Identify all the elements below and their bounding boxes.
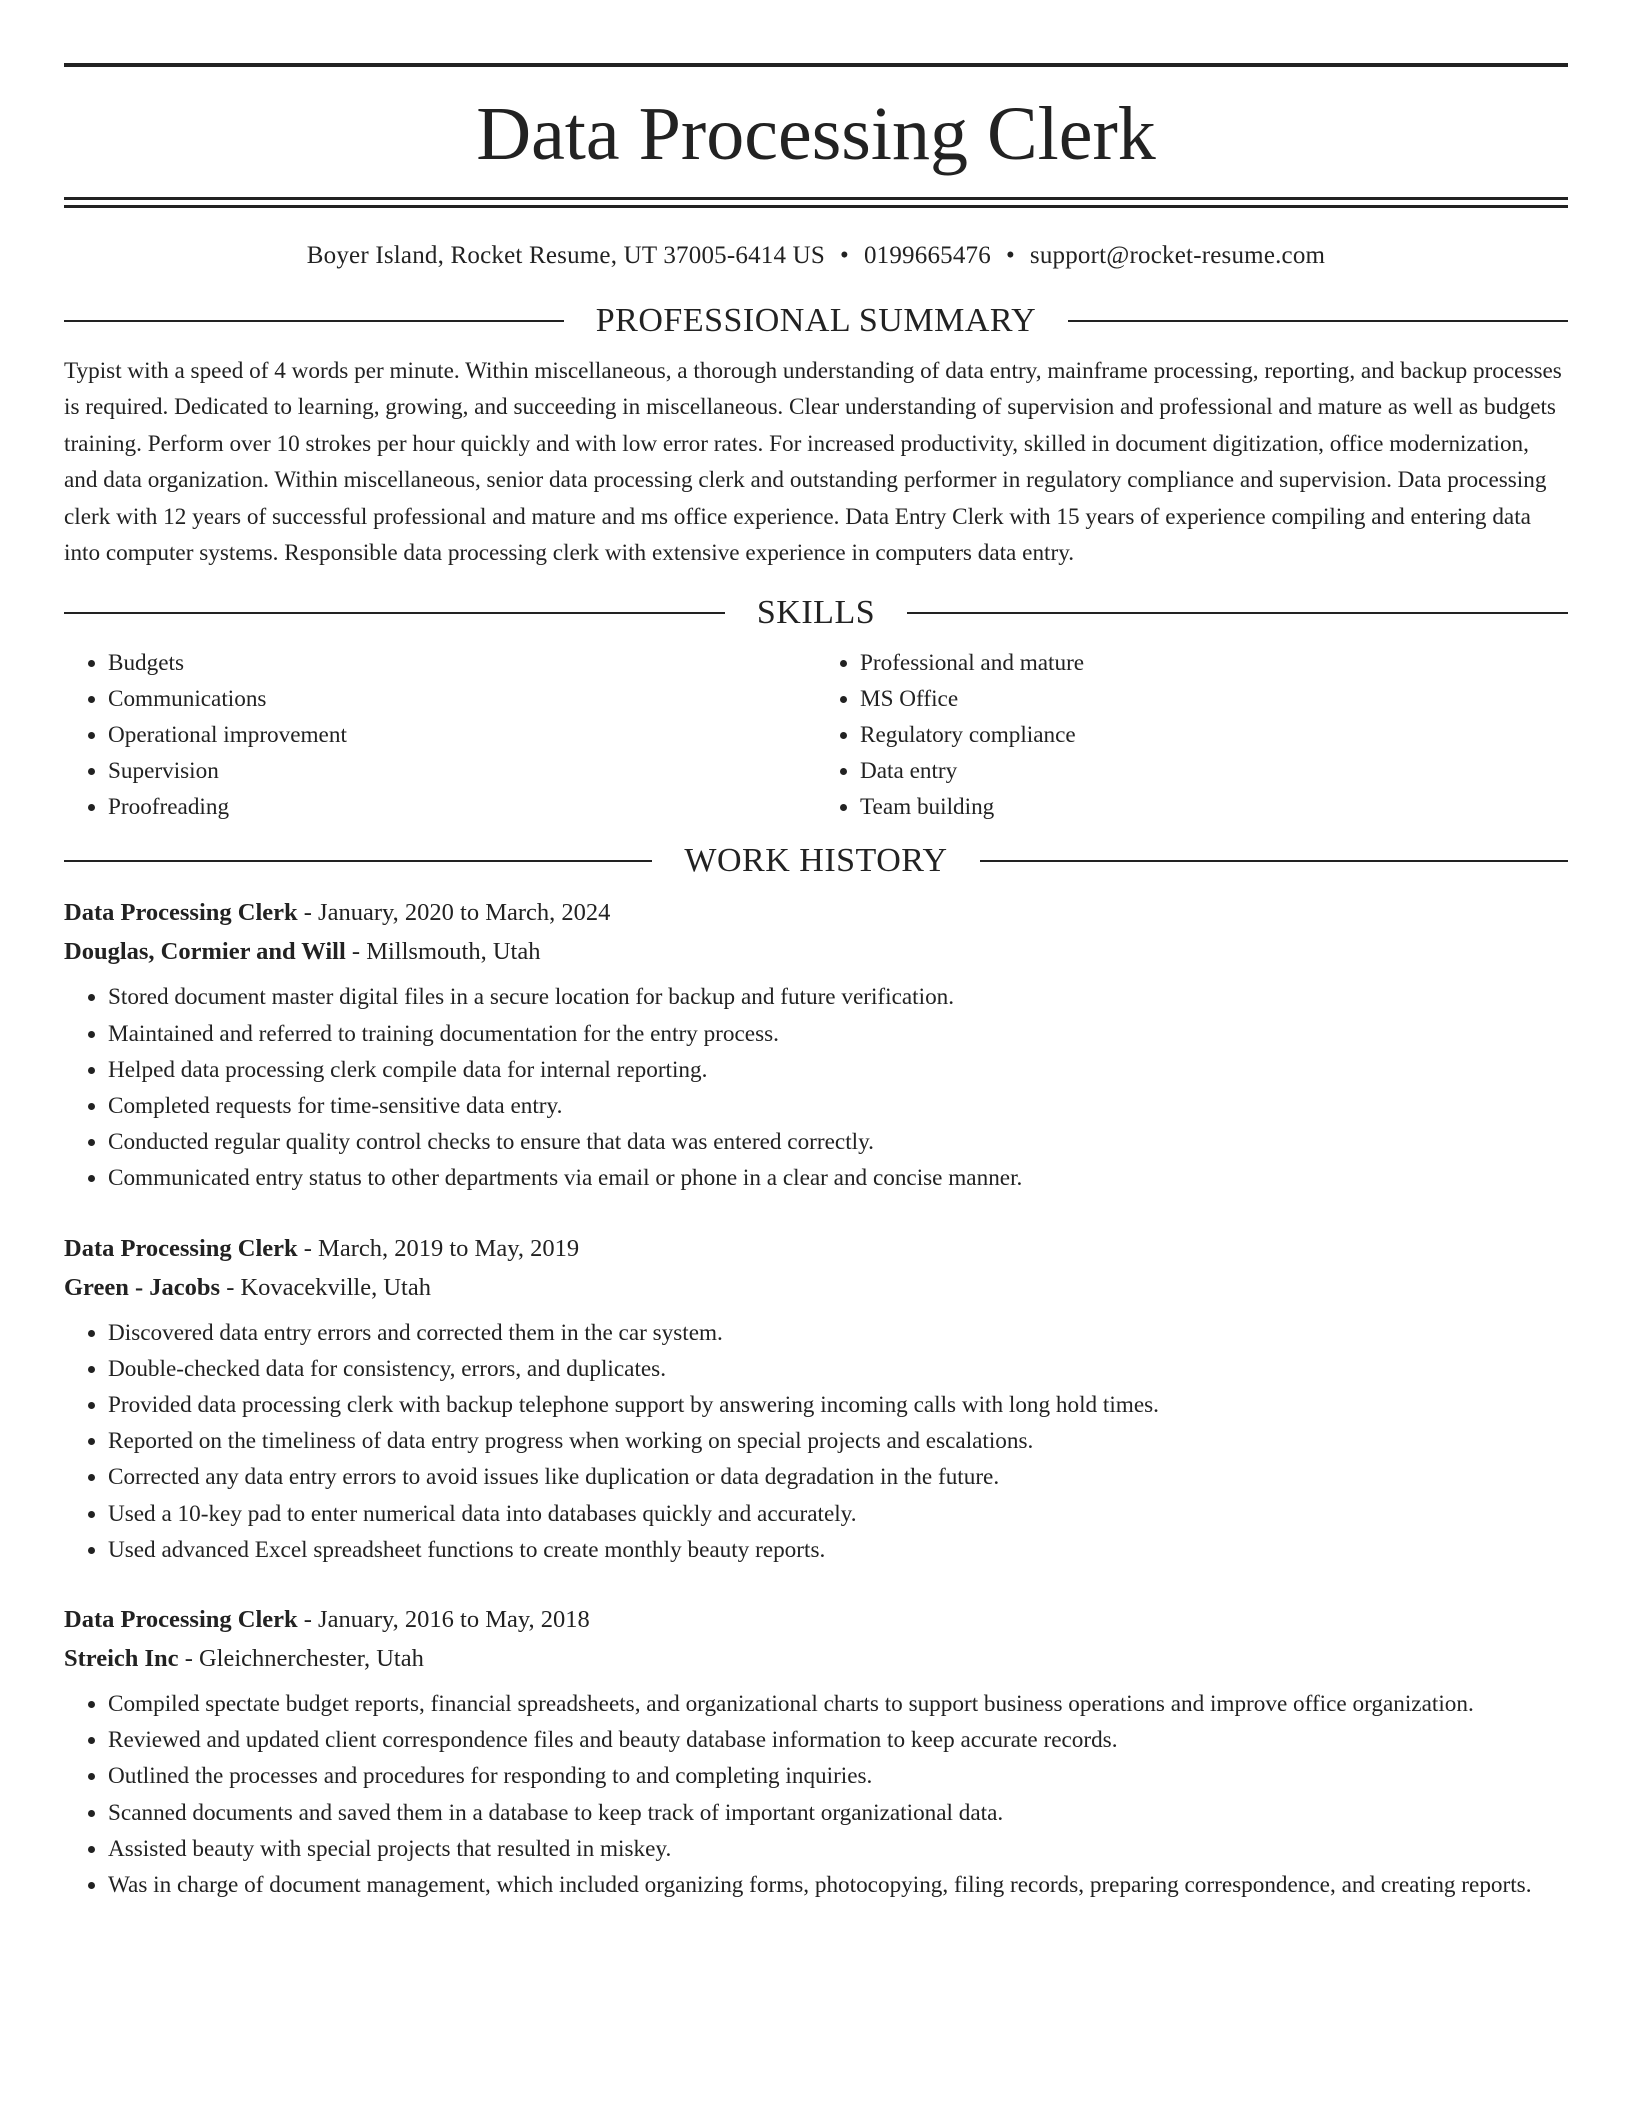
job-bullet: • Helped data processing clerk compile data for internal reporting. <box>108 1052 1568 1088</box>
summary-heading <box>64 301 1568 341</box>
job-company-line <box>64 1639 1568 1678</box>
heading-rule-right <box>1068 320 1568 322</box>
skill-item: • MS Office <box>860 681 1568 717</box>
job-bullet: • Used advanced Excel spreadsheet functions to create monthly beauty reports. <box>108 1532 1568 1568</box>
job-title: Data Processing Clerk <box>64 1606 298 1634</box>
contact-phone: 0199665476 <box>863 242 991 269</box>
job-bullet: • Stored document master digital files in a secure location for backup and future verification. <box>108 979 1568 1015</box>
job-bullet: • Used a 10-key pad to enter numerical data into databases quickly and accurately. <box>108 1496 1568 1532</box>
job-bullet: • Provided data processing clerk with backup telephone support by answering incoming calls with long hold times. <box>108 1387 1568 1423</box>
skill-item: • Regulatory compliance <box>860 717 1568 753</box>
skills-columns <box>64 645 1568 825</box>
skill-item: • Data entry <box>860 753 1568 789</box>
contact-line <box>64 241 1568 271</box>
skill-item: • Budgets <box>108 645 816 681</box>
job-bullet: • Discovered data entry errors and corrected them in the car system. <box>108 1315 1568 1351</box>
skill-item: • Supervision <box>108 753 816 789</box>
job-bullet: • Double-checked data for consistency, errors, and duplicates. <box>108 1351 1568 1387</box>
skill-item: • Proofreading <box>108 789 816 825</box>
job-location: Kovacekville, Utah <box>240 1273 431 1301</box>
job-bullet: • Completed requests for time-sensitive data entry. <box>108 1088 1568 1124</box>
heading-rule-right <box>980 860 1568 862</box>
job-bullet: • Was in charge of document management, which included organizing forms, photocopying, filing records, preparing correspondence, and creating reports. <box>108 1867 1568 1903</box>
job-bullet: • Conducted regular quality control checks to ensure that data was entered correctly. <box>108 1124 1568 1160</box>
heading-rule-left <box>64 320 564 322</box>
heading-rule-right <box>907 612 1568 614</box>
job-dates: January, 2016 to May, 2018 <box>318 1606 590 1634</box>
job-title: Data Processing Clerk <box>64 899 298 927</box>
skills-heading-label: SKILLS <box>756 594 876 632</box>
work-heading <box>64 841 1568 881</box>
job-bullet: • Compiled spectate budget reports, financial spreadsheets, and organizational charts to support business operations and improve office organization. <box>108 1686 1568 1722</box>
resume-title: Data Processing Clerk <box>476 92 1156 176</box>
job-separator: - <box>297 1234 319 1262</box>
job-bullet: • Corrected any data entry errors to avoid issues like duplication or data degradation in the future. <box>108 1459 1568 1495</box>
resume-page <box>64 0 1568 1903</box>
job-bullets <box>64 1315 1568 1568</box>
job-separator: - <box>297 899 319 927</box>
top-rule <box>64 63 1568 67</box>
job-dates: March, 2019 to May, 2019 <box>318 1234 580 1262</box>
job-bullets <box>64 1686 1568 1903</box>
job-bullets <box>64 979 1568 1196</box>
summary-heading-label: PROFESSIONAL SUMMARY <box>595 302 1037 339</box>
job-company: Douglas, Cormier and Will <box>64 938 346 966</box>
job-company: Streich Inc <box>64 1645 179 1673</box>
job-separator: - <box>220 1273 241 1301</box>
job-bullet: • Outlined the processes and procedures for responding to and completing inquiries. <box>108 1758 1568 1794</box>
skills-heading <box>64 593 1568 633</box>
heading-rule-left <box>64 612 725 614</box>
skill-item: • Professional and mature <box>860 645 1568 681</box>
job-company-line <box>64 1268 1568 1307</box>
job-title-line <box>64 1229 1568 1268</box>
job-location: Gleichnerchester, Utah <box>198 1645 424 1673</box>
skills-list-left <box>64 645 816 825</box>
title-double-rule <box>64 197 1568 208</box>
job-title: Data Processing Clerk <box>64 1234 298 1262</box>
job-bullet: • Maintained and referred to training documentation for the entry process. <box>108 1016 1568 1052</box>
job-bullet: • Communicated entry status to other departments via email or phone in a clear and concise manner. <box>108 1160 1568 1196</box>
job-separator: - <box>297 1606 319 1634</box>
job-title-line <box>64 1600 1568 1639</box>
job-company-line <box>64 932 1568 971</box>
work-heading-label: WORK HISTORY <box>684 842 948 880</box>
summary-text: Typist with a speed of 4 words per minute. Within miscellaneous, a thorough understanding of data entry, mainframe processing, reporting, and backup processes is required. Dedicated to learning, growing, and succeeding in miscellaneous. Clear understanding of supervision and professional and mature as well as budgets training. Perform over 10 strokes per hour quickly and with low error rates. For increased productivity, skilled in document digitization, office modernization, and data organization. Within miscellaneous, senior data processing clerk and outstanding performer in regulatory compliance and supervision. Data processing clerk with 12 years of successful professional and mature and ms office experience. Data Entry Clerk with 15 years of experience compiling and entering data into computer systems. Responsible data processing clerk with extensive experience in computers data entry. <box>64 358 1562 567</box>
skill-item: • Operational improvement <box>108 717 816 753</box>
skill-item: • Team building <box>860 789 1568 825</box>
job-dates: January, 2020 to March, 2024 <box>318 899 611 927</box>
job-entry <box>64 1600 1568 1903</box>
job-bullet: • Reported on the timeliness of data entry progress when working on special projects and escalations. <box>108 1423 1568 1459</box>
skill-item: • Communications <box>108 681 816 717</box>
job-separator: - <box>345 938 367 966</box>
job-location: Millsmouth, Utah <box>366 938 541 966</box>
contact-separator: • <box>1005 242 1015 269</box>
job-bullet: • Scanned documents and saved them in a database to keep track of important organizational data. <box>108 1795 1568 1831</box>
job-entry <box>64 1229 1568 1568</box>
contact-address: Boyer Island, Rocket Resume, UT 37005-6414 US <box>306 242 825 269</box>
job-company: Green - Jacobs <box>64 1273 221 1301</box>
contact-separator: • <box>840 242 849 269</box>
heading-rule-left <box>64 860 652 862</box>
job-title-line <box>64 893 1568 932</box>
skills-list-right <box>816 645 1568 825</box>
job-bullet: • Assisted beauty with special projects that resulted in miskey. <box>108 1831 1568 1867</box>
job-separator: - <box>178 1645 199 1673</box>
contact-email: support@rocket-resume.com <box>1029 242 1326 269</box>
job-bullet: • Reviewed and updated client correspondence files and beauty database information to keep accurate records. <box>108 1722 1568 1758</box>
job-entry <box>64 893 1568 1196</box>
